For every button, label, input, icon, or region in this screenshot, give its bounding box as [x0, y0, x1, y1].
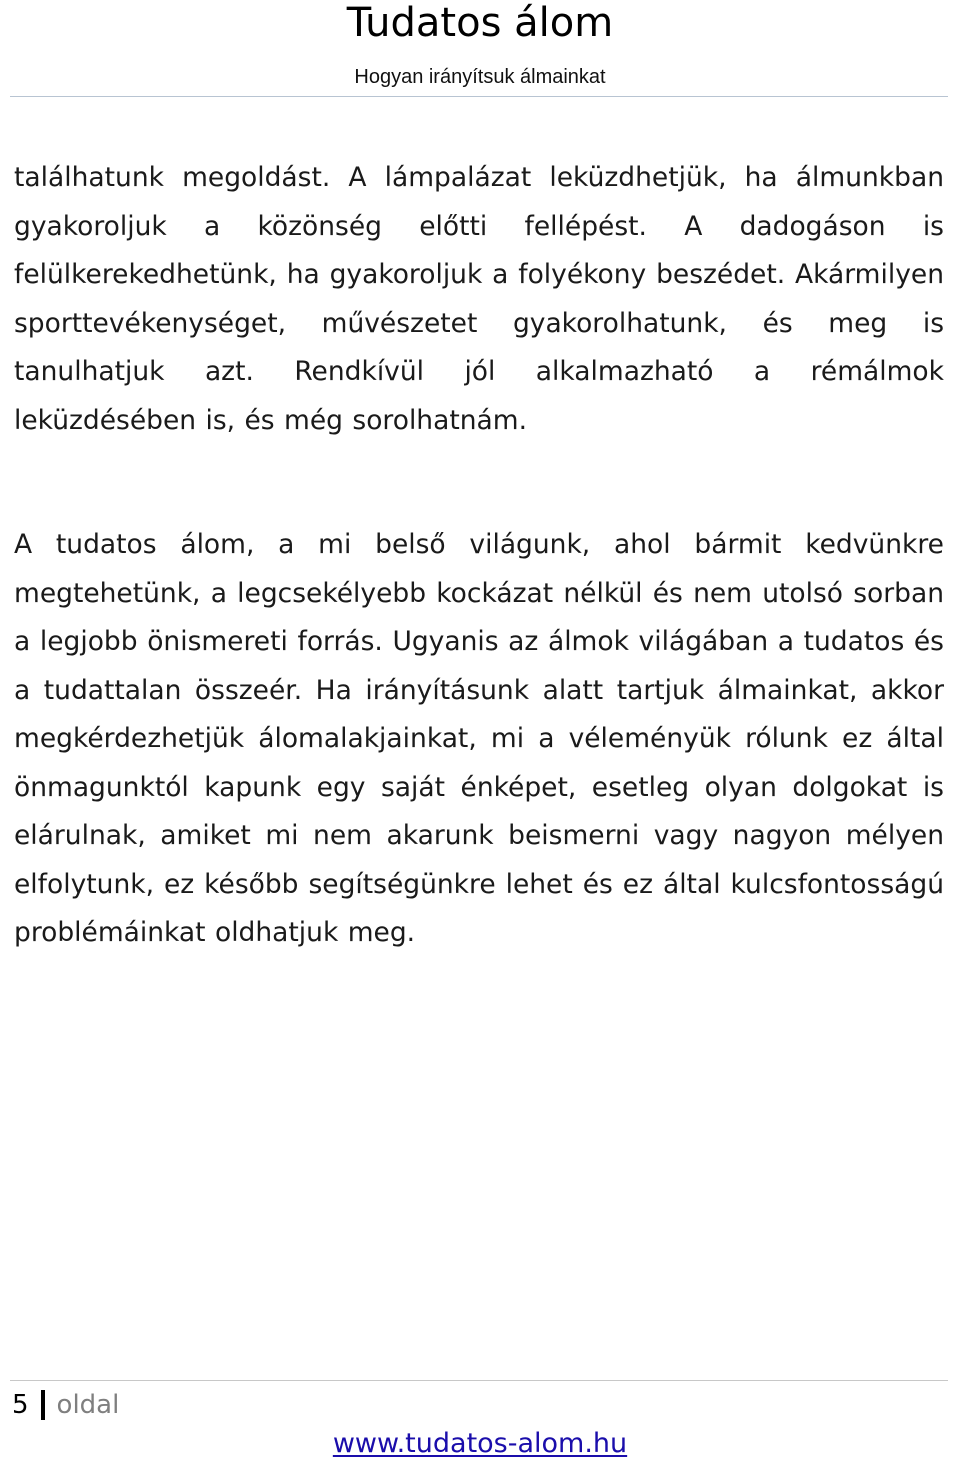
- body-paragraph-1: találhatunk megoldást. A lámpalázat leküzdhetjük, ha álmunkban gyakoroljuk a közönség előtti fellépést. A dadogáson is felülkerekedhetünk, ha gyakoroljuk a folyékony beszédet. Akármilyen sporttevékenységet, művészetet gyakorolhatunk, és meg is tanulhatjuk azt. Rendkívül jól alkalmazható a rémálmok leküzdésében is, és még sorolhatnám.: [14, 162, 944, 436]
- page-number-value: 5: [12, 1390, 29, 1420]
- website-link[interactable]: www.tudatos-alom.hu: [332, 1428, 628, 1459]
- page-number-label: oldal: [56, 1390, 120, 1420]
- page-title: Tudatos álom: [346, 0, 614, 46]
- header-divider: [10, 96, 948, 97]
- page-number-separator: [41, 1390, 45, 1420]
- page-subtitle: Hogyan irányítsuk álmainkat: [354, 66, 606, 88]
- page-number: [12, 1388, 119, 1422]
- body-paragraph-2: A tudatos álom, a mi belső világunk, ahol bármit kedvünkre megtehetünk, a legcsekélyebb kockázat nélkül és nem utolsó sorban a legjobb önismereti forrás. Ugyanis az álmok világában a tudatos és a tudattalan összeér. Ha irányításunk alatt tartjuk álmainkat, akkor megkérdezhetjük álomalakjainkat, mi a véleményük rólunk ez által önmagunktól kapunk egy saját énképet, esetleg olyan dolgokat is elárulnak, amiket mi nem akarunk beismerni vagy nagyon mélyen elfolytunk, ez később segítségünkre lehet és ez által kulcsfontosságú problémáinkat oldhatjuk meg.: [14, 529, 944, 948]
- footer-divider: [10, 1380, 948, 1381]
